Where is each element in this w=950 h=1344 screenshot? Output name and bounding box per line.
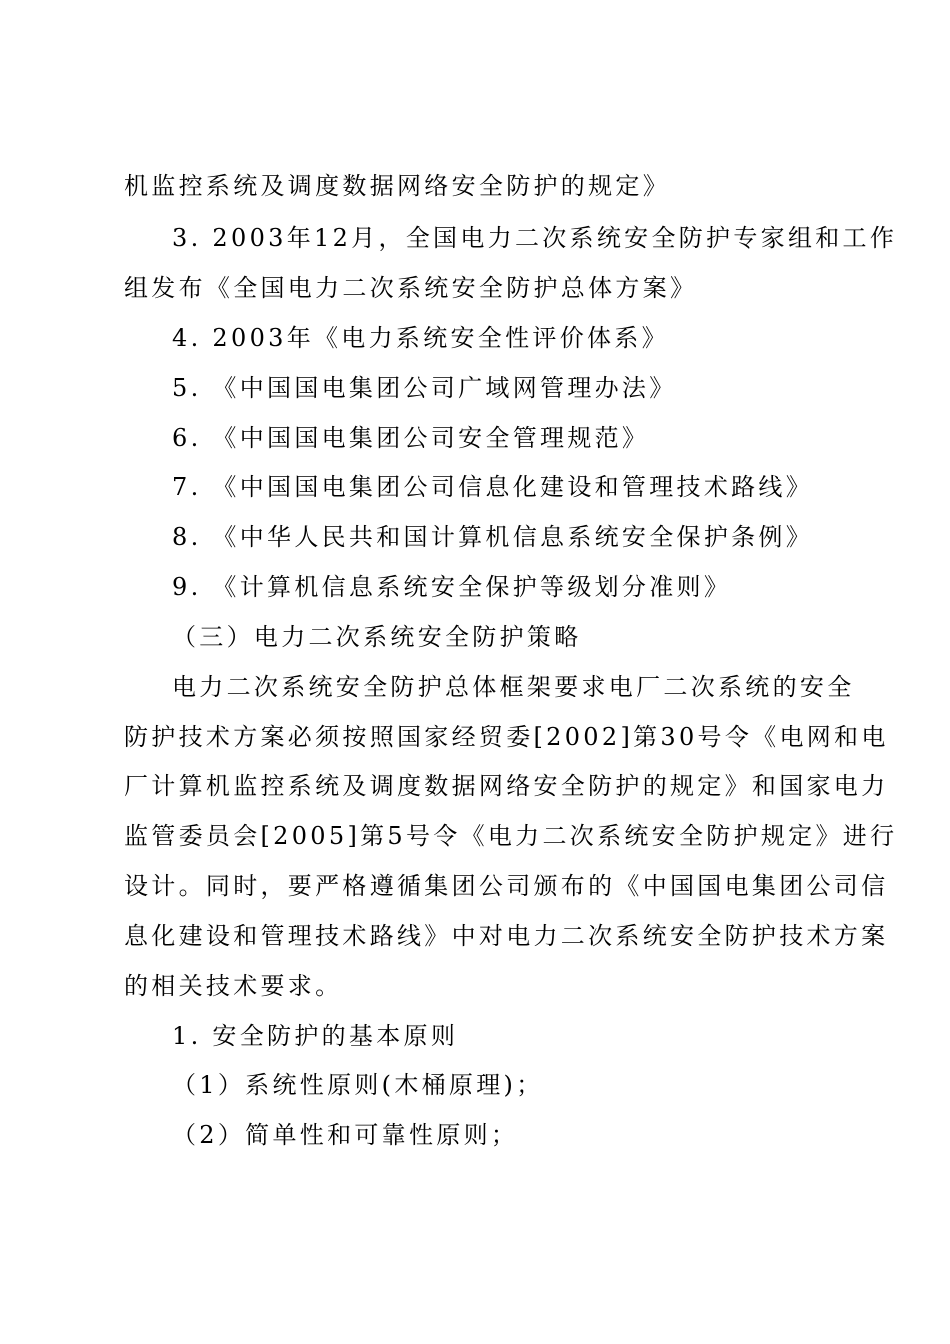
list-item-principle-1: （1）系统性原则(木桶原理)；: [172, 1071, 544, 1099]
list-item-9: 9. 《计算机信息系统安全保护等级划分准则》: [172, 573, 732, 601]
list-item-4: 4. 2003年《电力系统安全性评价体系》: [172, 324, 669, 352]
subsection-heading: 1. 安全防护的基本原则: [172, 1022, 459, 1050]
text-line: 组发布《全国电力二次系统安全防护总体方案》: [124, 274, 698, 302]
list-item-6: 6. 《中国国电集团公司安全管理规范》: [172, 424, 650, 452]
paragraph-line: 的相关技术要求。: [124, 972, 343, 1000]
paragraph-line: 设计。同时，要严格遵循集团公司颁布的《中国国电集团公司信: [124, 872, 889, 900]
paragraph-line: 厂计算机监控系统及调度数据网络安全防护的规定》和国家电力: [124, 772, 889, 800]
paragraph-line: 监管委员会[2005]第5号令《电力二次系统安全防护规定》进行: [124, 822, 898, 850]
list-item-8: 8. 《中华人民共和国计算机信息系统安全保护条例》: [172, 523, 814, 551]
paragraph-line: 电力二次系统安全防护总体框架要求电厂二次系统的安全: [172, 673, 855, 701]
section-heading: （三）电力二次系统安全防护策略: [172, 623, 582, 651]
list-item-principle-2: （2）简单性和可靠性原则；: [172, 1121, 519, 1149]
paragraph-line: 息化建设和管理技术路线》中对电力二次系统安全防护技术方案: [124, 922, 889, 950]
list-item-3: 3. 2003年12月，全国电力二次系统安全防护专家组和工作: [172, 224, 898, 252]
paragraph-line: 防护技术方案必须按照国家经贸委[2002]第30号令《电网和电: [124, 723, 889, 751]
list-item-5: 5. 《中国国电集团公司广域网管理办法》: [172, 374, 677, 402]
text-line: 机监控系统及调度数据网络安全防护的规定》: [124, 172, 670, 200]
list-item-7: 7. 《中国国电集团公司信息化建设和管理技术路线》: [172, 473, 814, 501]
